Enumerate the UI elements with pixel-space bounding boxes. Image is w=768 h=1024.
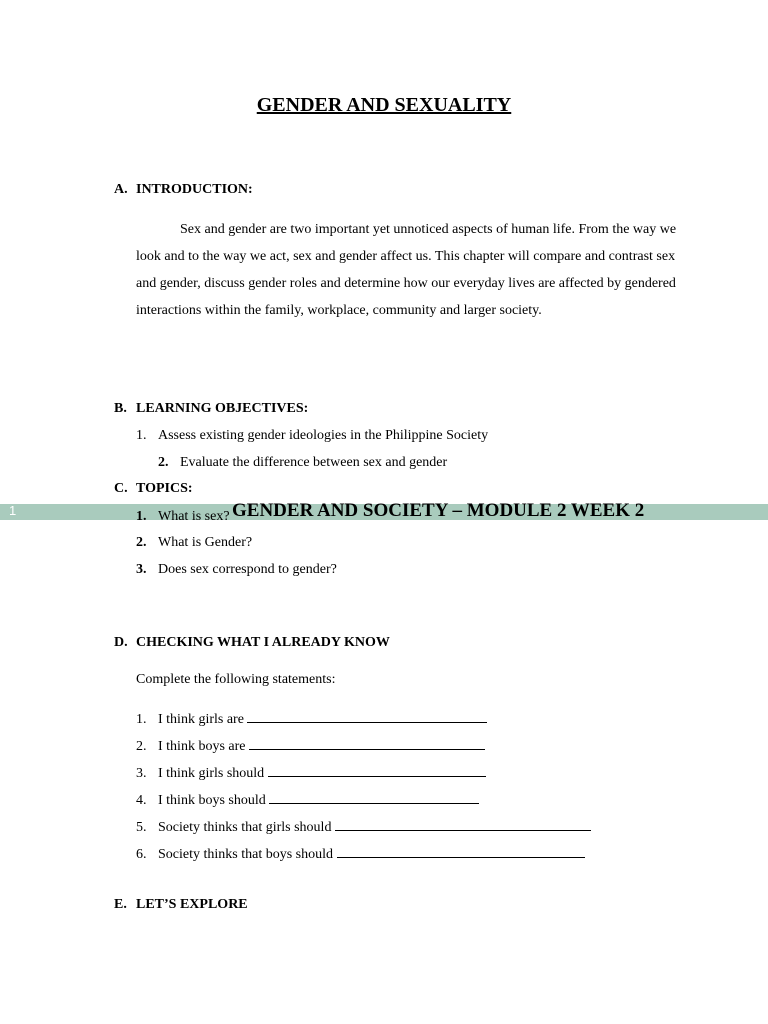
item-number: 1. (136, 428, 147, 443)
section-heading-introduction (114, 181, 253, 199)
page-number: 1 (9, 503, 17, 518)
section-label: INTRODUCTION: (136, 182, 253, 197)
item-text: Assess existing gender ideologies in the Philippine Society (158, 428, 489, 443)
section-label: LEARNING OBJECTIVES: (136, 401, 309, 416)
section-letter: B. (114, 401, 127, 416)
item-text: Society thinks that boys should (158, 847, 333, 862)
item-number: 2. (136, 535, 147, 550)
answer-blank[interactable] (337, 844, 585, 858)
topic-item (136, 508, 230, 526)
section-heading-topics (114, 480, 193, 498)
item-number: 2. (158, 455, 169, 470)
checking-instructions: Complete the following statements: (136, 672, 336, 687)
module-header-title: GENDER AND SOCIETY – MODULE 2 WEEK 2 (232, 500, 645, 521)
item-number: 3. (136, 562, 147, 577)
section-letter: D. (114, 635, 128, 650)
item-text: I think girls are (158, 712, 244, 727)
section-letter: E. (114, 897, 127, 912)
item-number: 3. (136, 766, 147, 781)
section-label: TOPICS: (136, 481, 193, 496)
section-heading-objectives (114, 400, 308, 418)
item-text: I think boys are (158, 739, 246, 754)
item-text: What is sex? (158, 509, 230, 524)
topic-item (136, 534, 252, 552)
item-text: Evaluate the difference between sex and gender (180, 455, 448, 470)
section-letter: A. (114, 182, 128, 197)
section-label: LET’S EXPLORE (136, 897, 248, 912)
section-label: CHECKING WHAT I ALREADY KNOW (136, 635, 390, 650)
topic-item (136, 561, 337, 579)
section-letter: C. (114, 481, 128, 496)
statement-item (136, 709, 487, 729)
item-text: Society thinks that girls should (158, 820, 332, 835)
section-heading-explore (114, 896, 248, 914)
answer-blank[interactable] (247, 709, 487, 723)
answer-blank[interactable] (249, 736, 485, 750)
document-title: GENDER AND SEXUALITY (256, 94, 512, 116)
answer-blank[interactable] (269, 790, 479, 804)
statement-item (136, 844, 585, 864)
item-text: Does sex correspond to gender? (158, 562, 337, 577)
statement-item (136, 736, 485, 756)
item-number: 6. (136, 847, 147, 862)
statement-item (136, 790, 479, 810)
item-text: I think boys should (158, 793, 266, 808)
statement-item (136, 817, 591, 837)
item-text: What is Gender? (158, 535, 253, 550)
item-number: 5. (136, 820, 147, 835)
statement-item (136, 763, 486, 783)
objective-item (158, 454, 447, 472)
section-heading-checking (114, 634, 390, 652)
answer-blank[interactable] (268, 763, 486, 777)
objective-item (136, 427, 488, 445)
answer-blank[interactable] (335, 817, 591, 831)
item-number: 4. (136, 793, 147, 808)
item-number: 1. (136, 509, 147, 524)
item-number: 1. (136, 712, 147, 727)
item-text: I think girls should (158, 766, 265, 781)
item-number: 2. (136, 739, 147, 754)
introduction-paragraph: Sex and gender are two important yet unnoticed aspects of human life. From the way we look and to the way we act, sex and gender affect us. This chapter will compare and contrast sex and gender, discuss gender roles and determine how our everyday lives are affected by gendered interactions within the family, workplace, community and larger society. (136, 222, 677, 318)
